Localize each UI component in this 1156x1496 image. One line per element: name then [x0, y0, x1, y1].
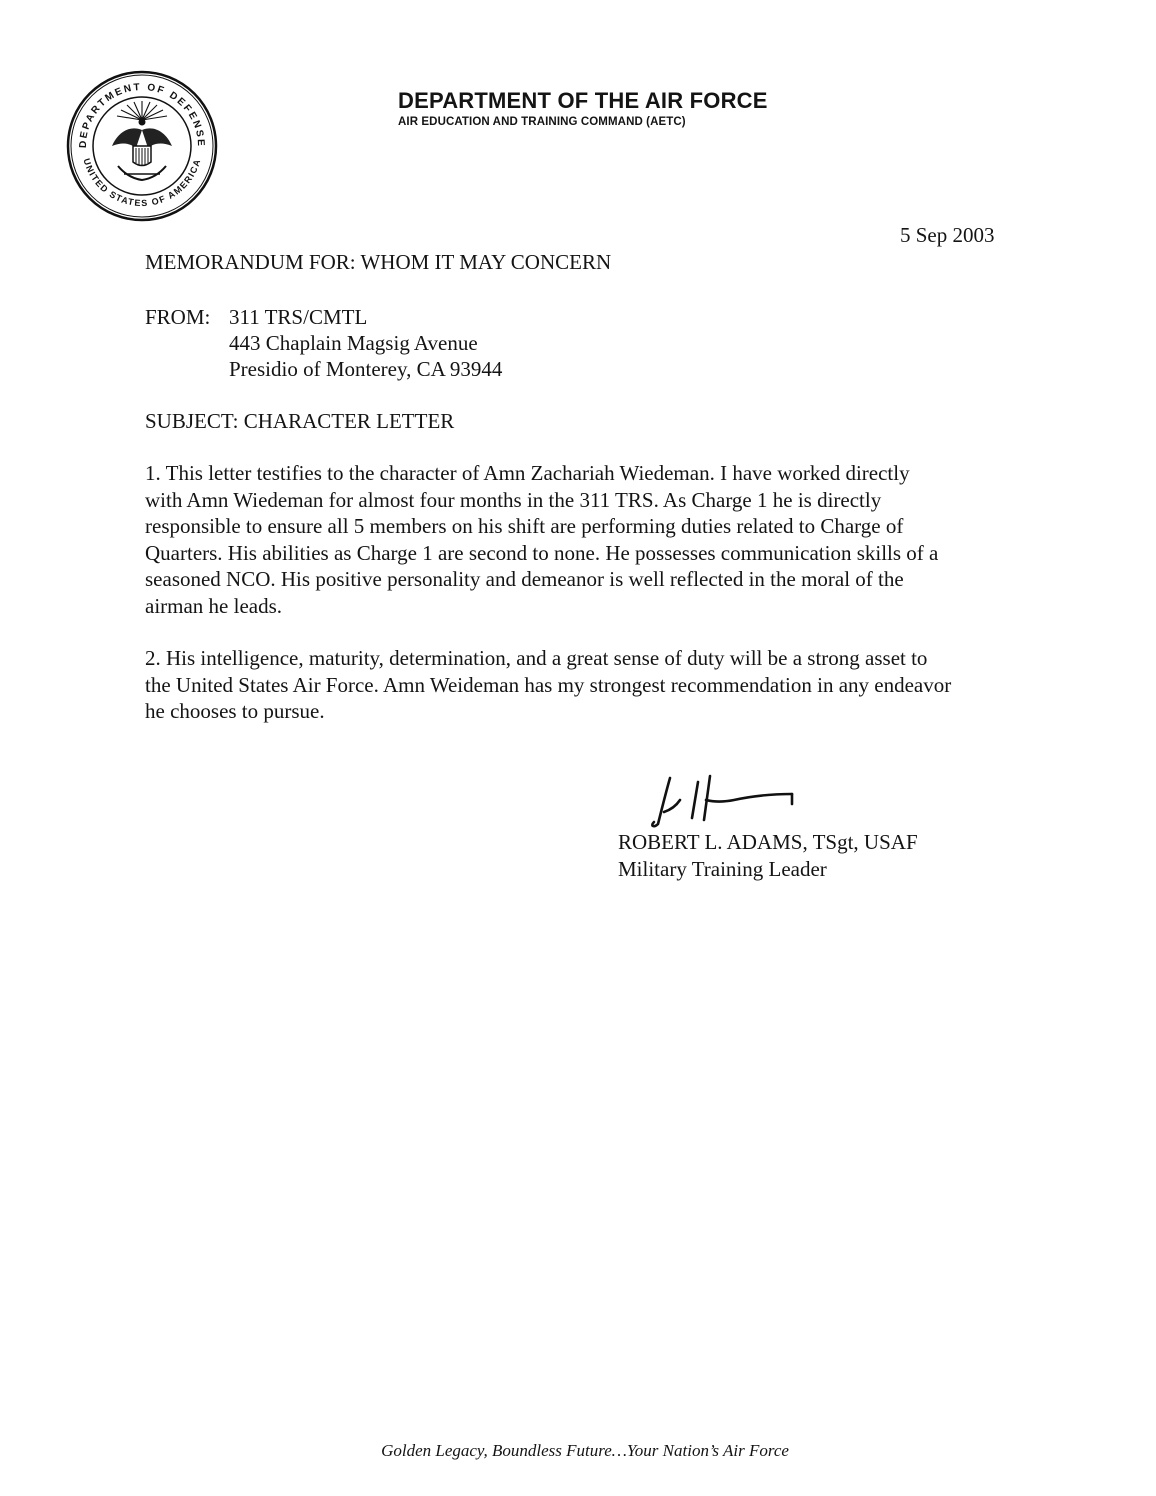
paragraph-line: seasoned NCO. His positive personality and demeanor is well reflected in the moral of the	[145, 567, 904, 591]
paragraph-line: with Amn Wiedeman for almost four months in the 311 TRS. As Charge 1 he is directly	[145, 487, 882, 512]
department-title: DEPARTMENT OF THE AIR FORCE	[398, 88, 768, 113]
from-address-line: 443 Chaplain Magsig Avenue	[229, 331, 478, 355]
dod-seal-icon	[66, 70, 218, 222]
from-label: FROM:	[145, 305, 211, 329]
handwritten-signature	[640, 772, 810, 832]
signature-block	[618, 829, 918, 883]
from-address-line: 311 TRS/CMTL	[229, 305, 368, 329]
seal-ring-text-bottom: UNITED STATES OF AMERICA	[81, 157, 203, 209]
paragraph-line: Quarters. His abilities as Charge 1 are second to none. He possesses communication skills of a	[145, 540, 939, 565]
body-paragraph-2	[145, 645, 951, 725]
signer-name: ROBERT L. ADAMS, TSgt, USAF	[618, 830, 918, 854]
letterhead	[398, 88, 768, 130]
body-paragraph-1	[145, 460, 938, 619]
paragraph-line: 1. This letter testifies to the character of Amn Zachariah Wiedeman. I have worked directly	[145, 461, 910, 485]
command-subtitle: AIR EDUCATION AND TRAINING COMMAND (AETC)	[398, 116, 686, 128]
memorandum-for-line: MEMORANDUM FOR: WHOM IT MAY CONCERN	[145, 250, 612, 274]
paragraph-line: airman he leads.	[145, 593, 283, 618]
subject-line: SUBJECT: CHARACTER LETTER	[145, 409, 455, 433]
paragraph-line: he chooses to pursue.	[145, 699, 325, 723]
memo-date: 5 Sep 2003	[900, 223, 995, 247]
paragraph-line: responsible to ensure all 5 members on his shift are performing duties related to Charge of	[145, 514, 904, 538]
footer-motto: Golden Legacy, Boundless Future…Your Nation’s Air Force	[381, 1441, 789, 1460]
paragraph-line: 2. His intelligence, maturity, determination, and a great sense of duty will be a strong asset to	[145, 646, 928, 670]
signer-title: Military Training Leader	[618, 857, 827, 881]
from-address-line: Presidio of Monterey, CA 93944	[229, 357, 503, 381]
paragraph-line: the United States Air Force. Amn Weideman has my strongest recommendation in any endeavor	[145, 672, 952, 697]
seal-ring-text-top: DEPARTMENT OF DEFENSE	[77, 81, 207, 149]
